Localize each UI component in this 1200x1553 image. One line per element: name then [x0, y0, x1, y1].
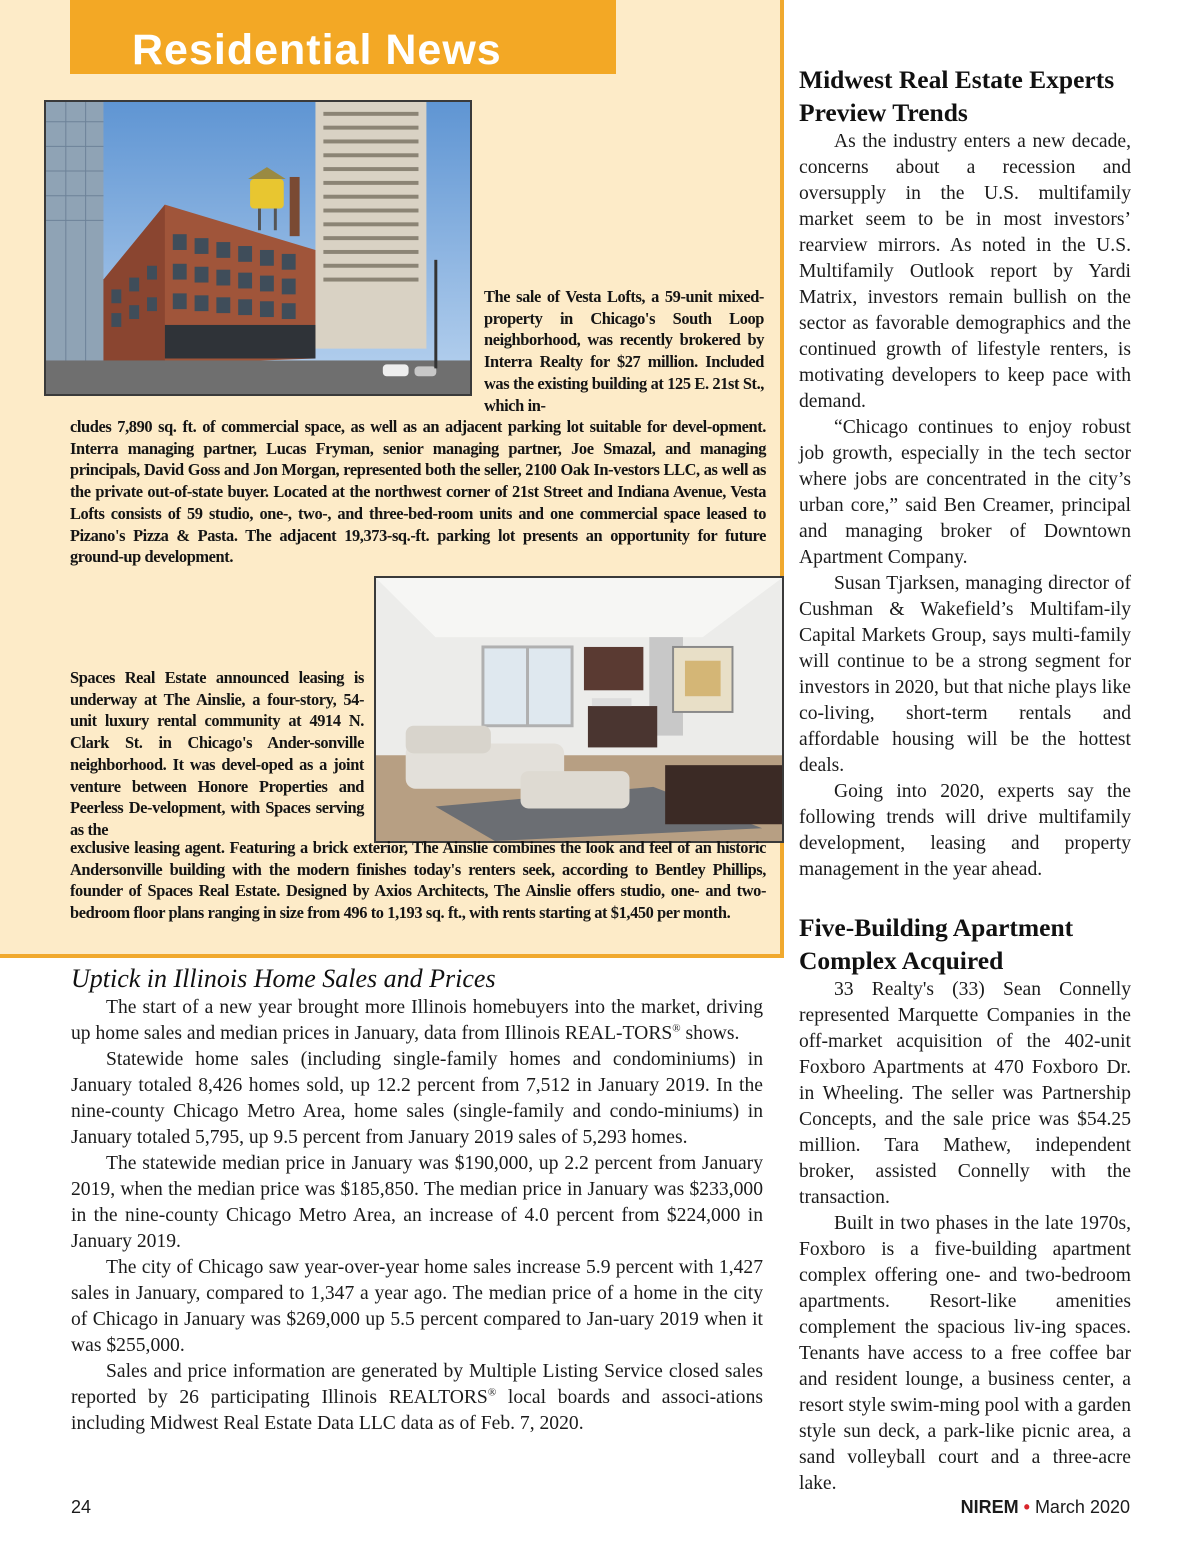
- vesta-lofts-caption-continued: cludes 7,890 sq. ft. of commercial space, as well as an adjacent parking lot suitable for devel-opment. Interra managing partner, Lucas Fryman, senior managing partner, Joe Smazal, and managing principals, David Goss and Jon Morgan, represented both the seller, 2100 Oak In-vestors LLC, as well as the private out-of-state buyer. Located at the northwest corner of 21st Street and Indiana Avenue, Vesta Lofts consists of 59 studio, one-, two-, and three-bed-room units and one commercial space leased to Pizano's Pizza & Pasta. The adjacent 19,373-sq.-ft. parking lot presents an opportunity for future ground-up development.: [70, 417, 766, 567]
- illinois-article-body: [71, 995, 763, 1437]
- section-title: Residential News: [132, 26, 502, 74]
- page-number: 24: [71, 1497, 92, 1517]
- foxboro-article-title: Five-Building Apartment Complex Acquired: [799, 913, 1074, 975]
- bullet-separator: •: [1023, 1497, 1030, 1517]
- building-photo-icon: [44, 100, 472, 396]
- illinois-paragraph-2: Statewide home sales (including single-family homes and condominiums) in January totaled 8,426 homes sold, up 12.2 percent from 7,512 in January 2019. In the nine-county Chicago Metro Area, home sales (single-family and condo-miniums) in January totaled 5,795, up 9.5 percent from January 2019 sales of 5,293 homes.: [71, 1049, 763, 1148]
- midwest-article-title: Midwest Real Estate Experts Preview Trends: [799, 65, 1115, 127]
- illinois-paragraph-3: The statewide median price in January was $190,000, up 2.2 percent from January 2019, when the median price was $185,850. The median price in January was $233,000 in the nine-county Chicago Metro Area, an increase of 4.0 percent from $224,000 in January 2019.: [71, 1153, 763, 1252]
- ainslie-caption-continued: exclusive leasing agent. Featuring a brick exterior, The Ainslie combines the look and feel of an historic Andersonville building with the modern finishes today's renters seek, according to Bentley Phillips, founder of Spaces Real Estate. Designed by Axios Architects, The Ainslie offers studio, one- and two-bedroom floor plans ranging in size from 496 to 1,193 sq. ft., with rents starting at $1,450 per month.: [70, 838, 766, 923]
- vesta-lofts-caption-intro: The sale of Vesta Lofts, a 59-unit mixed-property in Chicago's South Loop neighborhood, was recently brokered by Interra Realty for $27 million. Included was the existing building at 125 E. 21st St., which in-: [484, 287, 764, 415]
- ainslie-caption-intro: Spaces Real Estate announced leasing is underway at The Ainslie, a four-story, 54-unit luxury rental community at 4914 N. Clark St. in Chicago's Ander-sonville neighborhood. It was devel-oped as a joint venture between Honore Properties and Peerless De-velopment, with Spaces serving as the: [70, 668, 364, 839]
- section-banner: [70, 0, 616, 74]
- illinois-paragraph-1: The start of a new year brought more Illinois homebuyers into the market, driving up home sales and median prices in January, data from Illinois REAL-TORS® shows.: [71, 997, 763, 1044]
- midwest-paragraph-4: Going into 2020, experts say the following trends will drive multifamily development, leasing and property management in the year ahead.: [799, 781, 1131, 880]
- midwest-paragraph-3: Susan Tjarksen, managing director of Cushman & Wakefield’s Multifam-ily Capital Markets Group, says multi-family will continue to be a strong segment for investors in 2020, but that niche plays like co-living, short-term rentals and affordable housing will be the hottest deals.: [799, 573, 1131, 776]
- illinois-paragraph-4: The city of Chicago saw year-over-year home sales increase 5.9 percent with 1,427 sales in January, compared to 1,347 a year ago. The median price of a home in the city of Chicago in January was $269,000 up 5.5 percent compared to Jan-uary 2019 when it was $255,000.: [71, 1257, 763, 1356]
- footer-issue-line: [961, 1496, 1130, 1518]
- issue-date: March 2020: [1034, 1497, 1130, 1517]
- foxboro-paragraph-1: 33 Realty's (33) Sean Connelly represented Marquette Companies in the off-market acquisition of the 402-unit Foxboro Apartments at 470 Foxboro Dr. in Wheeling. The seller was Partnership Concepts, and the sale price was $54.25 million. Tara Mathew, independent broker, assisted Connelly with the transaction.: [799, 979, 1131, 1208]
- foxboro-paragraph-2: Built in two phases in the late 1970s, Foxboro is a five-building apartment complex offering one- and two-bedroom apartments. Resort-like amenities complement the spacious liv-ing spaces. Tenants have access to a free coffee bar and resident lounge, a business center, a resort style swim-ming pool with a garden style sun deck, a park-like picnic area, a sand volleyball court and a three-acre lake.: [799, 1213, 1131, 1494]
- registered-mark: ®: [672, 1022, 681, 1035]
- right-column: [799, 63, 1131, 1497]
- midwest-paragraph-2: “Chicago continues to enjoy robust job growth, especially in the tech sector where jobs are concentrated in the city’s urban core,” said Ben Creamer, principal and managing broker of Downtown Apartment Company.: [799, 417, 1131, 568]
- illinois-paragraph-5: Sales and price information are generated by Multiple Listing Service closed sales reported by 26 participating Illinois REALTORS® local boards and associ-ations including Midwest Real Estate Data LLC data as of Feb. 7, 2020.: [71, 1361, 763, 1434]
- publication-name: NIREM: [960, 1497, 1019, 1517]
- apartment-interior-photo-icon: [374, 576, 784, 843]
- midwest-paragraph-1: As the industry enters a new decade, concerns about a recession and oversupply in the U.S. multifamily market seem to be in most investors’ rearview mirrors. As noted in the U.S. Multifamily Outlook report by Yardi Matrix, investors remain bullish on the sector as favorable demographics and the continued growth of lifestyle renters, is motivating developers to keep pace with demand.: [799, 131, 1131, 412]
- illinois-article-title: Uptick in Illinois Home Sales and Prices: [71, 964, 496, 993]
- registered-mark: ®: [487, 1386, 497, 1399]
